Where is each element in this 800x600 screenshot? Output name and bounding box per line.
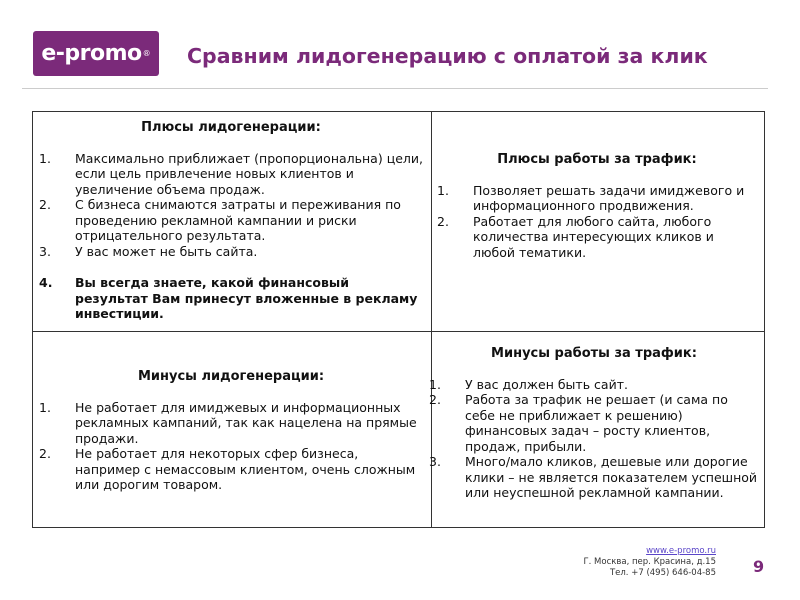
item-number: 1. — [39, 399, 51, 415]
item-number: 2. — [39, 446, 51, 461]
leadgen-pros-heading: Плюсы лидогенерации: — [141, 120, 321, 135]
list-item — [39, 446, 423, 493]
title-divider — [22, 88, 768, 89]
website-link[interactable]: www.e-promo.ru — [646, 546, 716, 556]
item-number: 2. — [437, 213, 449, 229]
comparison-table — [32, 111, 765, 528]
traffic-pros-list — [437, 183, 757, 261]
item-text: Работа за трафик не решает (и сама по себе не приближает к решению) финансовых задач – росту клиентов, продаж, прибыли. — [465, 392, 728, 454]
cell-traffic-cons — [429, 346, 759, 501]
item-text: С бизнеса снимаются затраты и переживания по проведению рекламной кампании и риски отрицательного результата. — [75, 197, 401, 243]
list-item-emphasis — [39, 275, 423, 322]
leadgen-cons-list — [39, 400, 423, 493]
item-text: Вы всегда знаете, какой финансовый результат Вам принесут вложенные в рекламу инвестиции. — [75, 275, 418, 321]
item-text: Позволяет решать задачи имиджевого и информационного продвижения. — [473, 182, 745, 213]
list-item — [39, 151, 423, 198]
item-text: Не работает для некоторых сфер бизнеса, например с немассовым клиентом, очень сложным или дорогим товаром. — [75, 446, 416, 492]
list-item — [429, 377, 759, 393]
item-number: 1. — [437, 182, 449, 198]
traffic-pros-heading: Плюсы работы за трафик: — [497, 152, 697, 167]
list-item — [429, 454, 759, 501]
list-item — [437, 214, 757, 261]
list-item — [39, 400, 423, 447]
cell-leadgen-cons — [39, 369, 423, 493]
page-number: 9 — [753, 557, 765, 576]
item-text: Не работает для имиджевых и информационных рекламных кампаний, так как нацелена на прямые продажи. — [75, 399, 417, 446]
footer-address: Г. Москва, пер. Красина, д.15 — [583, 557, 716, 567]
item-number: 1. — [429, 376, 441, 392]
logo-text: e-promo — [41, 41, 142, 66]
footer-phone: Тел. +7 (495) 646-04-85 — [609, 568, 716, 578]
list-item — [39, 197, 423, 244]
item-text: У вас может не быть сайта. — [75, 243, 258, 259]
traffic-cons-list — [429, 377, 759, 501]
item-number: 3. — [429, 454, 441, 469]
item-text: Много/мало кликов, дешевые или дорогие клики – не является показателем успешной или неуспешной рекламной кампании. — [465, 454, 758, 500]
item-number: 2. — [429, 392, 441, 407]
list-item — [437, 183, 757, 214]
item-number: 3. — [39, 243, 51, 259]
list-item — [429, 392, 759, 454]
e-promo-logo — [33, 31, 159, 76]
list-item — [39, 244, 423, 260]
table-horizontal-divider — [33, 331, 764, 332]
slide-title: Сравним лидогенерацию с оплатой за клик — [187, 44, 708, 68]
item-number: 4. — [39, 275, 53, 290]
item-text: Максимально приближает (пропорциональна) цели, если цель привлечение новых клиентов и увеличение объема продаж. — [75, 150, 423, 197]
traffic-cons-heading: Минусы работы за трафик: — [491, 346, 697, 361]
leadgen-cons-heading: Минусы лидогенерации: — [137, 369, 325, 384]
cell-leadgen-pros — [39, 120, 423, 322]
logo-registered-mark: ® — [142, 49, 151, 58]
leadgen-pros-list — [39, 151, 423, 322]
item-text: Работает для любого сайта, любого количества интересующих кликов и любой тематики. — [473, 213, 714, 260]
item-text: У вас должен быть сайт. — [465, 376, 628, 392]
cell-traffic-pros — [437, 152, 757, 260]
footer-contacts — [583, 546, 716, 579]
item-number: 1. — [39, 150, 51, 166]
item-number: 2. — [39, 197, 51, 212]
